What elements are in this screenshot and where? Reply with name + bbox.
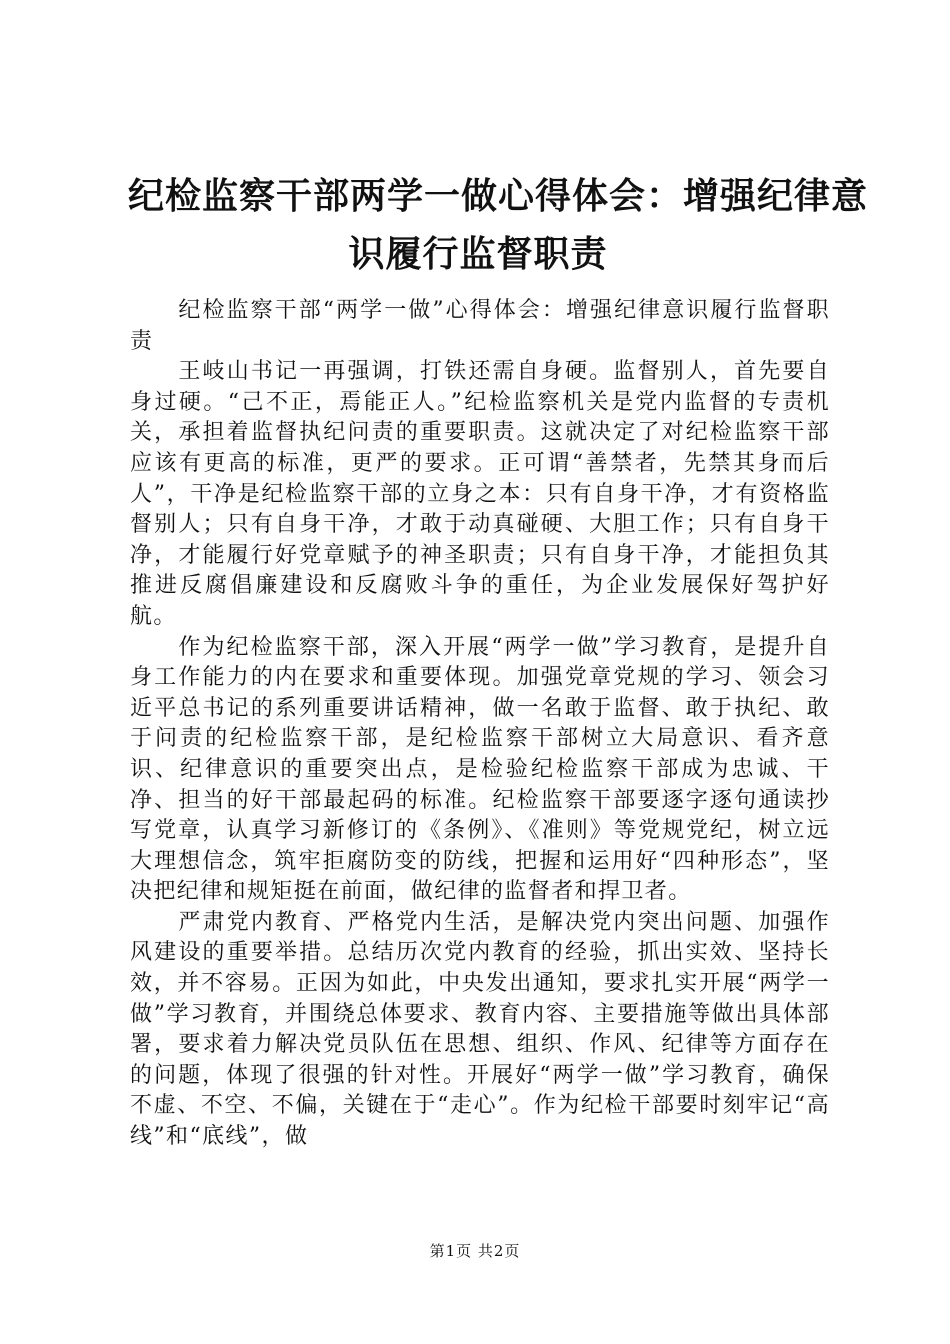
paragraph-subtitle: 纪检监察干部“两学一做”心得体会：增强纪律意识履行监督职责	[130, 298, 830, 354]
document-title	[128, 168, 869, 284]
paragraph: 严肃党内教育、严格党内生活，是解决党内突出问题、加强作风建设的重要举措。总结历次党内教育的经验，抓出实效、坚持长效，并不容易。正因为如此，中央发出通知，要求扎实开展“两学一做”学习教育，并围绕总体要求、教育内容、主要措施等做出具体部署，要求着力解决党员队伍在思想、组织、作风、纪律等方面存在的问题，体现了很强的针对性。开展好“两学一做”学习教育，确保不虚、不空、不偏，关键在于“走心”。作为纪检干部要时刻牢记“高线”和“底线”，做	[130, 909, 830, 1150]
paragraph: 王岐山书记一再强调，打铁还需自身硬。监督别人，首先要自身过硬。“己不正，焉能正人。”纪检监察机关是党内监督的专责机关，承担着监督执纪问责的重要职责。这就决定了对纪检监察干部应该有更高的标准，更严的要求。正可谓“善禁者，先禁其身而后人”，干净是纪检监察干部的立身之本：只有自身干净，才有资格监督别人；只有自身干净，才敢于动真碰硬、大胆工作；只有自身干净，才能履行好党章赋予的神圣职责；只有自身干净，才能担负其推进反腐倡廉建设和反腐败斗争的重任，为企业发展保好驾护好航。	[130, 359, 830, 629]
title-line-1: 纪检监察干部两学一做心得体会：增强纪律意	[128, 176, 869, 217]
document-body	[130, 296, 830, 1153]
paragraph: 作为纪检监察干部，深入开展“两学一做”学习教育，是提升自身工作能力的内在要求和重要体现。加强党章党规的学习、领会习近平总书记的系列重要讲话精神，做一名敢于监督、敢于执纪、敢于问责的纪检监察干部，是纪检监察干部树立大局意识、看齐意识、纪律意识的重要突出点，是检验纪检监察干部成为忠诚、干净、担当的好干部最起码的标准。纪检监察干部要逐字逐句通读抄写党章，认真学习新修订的《条例》、《准则》等党规党纪，树立远大理想信念，筑牢拒腐防变的防线，把握和运用好“四种形态”，坚决把纪律和规矩挺在前面，做纪律的监督者和捍卫者。	[130, 634, 830, 905]
page-footer: 第1页 共2页	[429, 1242, 521, 1260]
title-line-2: 识履行监督职责	[348, 234, 608, 275]
